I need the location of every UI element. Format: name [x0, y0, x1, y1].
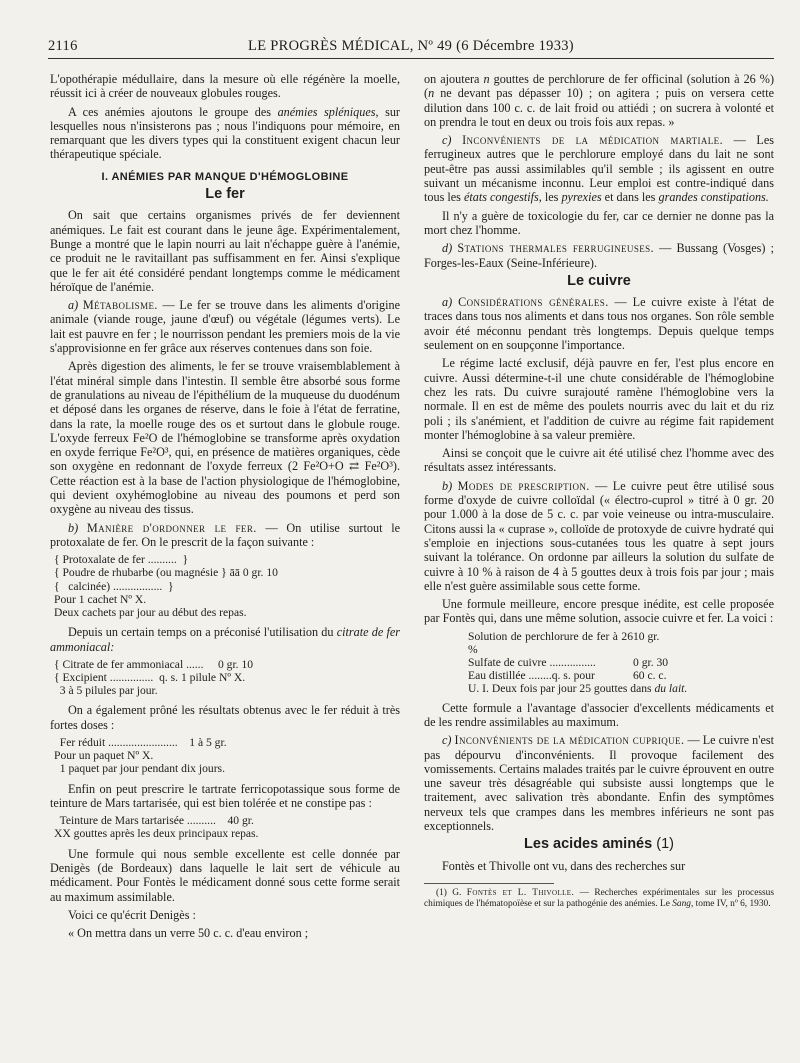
paragraph: On sait que certains organismes privés de fer deviennent anémiques. Le fait est courant dans le jeune âge. Expérimentalement, Bunge a montré que le lapin nourri au lait n'échappe guère à l'anémie, ce produit ne le ravitaillant pas suffisamment en fer. Ainsi s'explique que le fer ait été considéré pendant longtemps comme le médicament héroïque de l'anémie.	[50, 208, 400, 294]
paragraph: Une formule qui nous semble excellente est celle donnée par Denigès (de Bordeaux) dans laquelle le lait sert de véhicule au médicament. Pour Fontès le médicament donné sous cette forme serait au maximum assimilable.	[50, 846, 400, 904]
paragraph: Après digestion des aliments, le fer se trouve vraisemblablement à l'état minéral simple dans l'intestin. Il semble être absorbé sous forme de granulations au niveau de l'épithélium de la muqueuse du duodénum et déposé dans les organes de réserve, dans le foie à l'état de ferratine, dans la rate, la moelle rouge des os et surtout dans le globule rouge. L'oxyde ferreux Fe²O de l'hémoglobine se transforme après oxydation en oxyde ferrique Fe²O³, qui, en présence de matières organiques, cède son oxygène en redonnant de l'oxyde ferreux (2 Fe²O+O ⇄ Fe²O³). Cette réaction est à la base de l'action physiologique de l'hémoglobine, qui devient oxyhémoglobine au niveau des poumons et perd son oxygène au niveau des tissus.	[50, 359, 400, 517]
right-column	[424, 72, 774, 910]
paragraph: « On mettra dans un verre 50 c. c. d'eau environ ;	[68, 926, 309, 941]
prescription-teinture: Teinture de Mars tartarisée .......... 40 gr. XX gouttes après les deux principaux repas.	[54, 814, 259, 841]
paragraph-inconvenients-cuprique: c) Inconvénients de la médication cuprique. — Le cuivre n'est pas dépourvu d'inconvénients. Il provoque facilement des vomissements. Certains malades traités par le cuivre éprouvent en outre une saveur très désagréable qui subsiste aussi longtemps que le traitement, avec salivation très abondante. Enfin des symptômes nerveux tels que crampes dans les membres inférieurs ne sont pas exceptionnels.	[424, 733, 774, 834]
paragraph-maniere: b) Manière d'ordonner le fer. — On utilise surtout le protoxalate de fer. On le prescrit de la façon suivante :	[50, 520, 401, 549]
paragraph: Ainsi se conçoit que le cuivre ait été utilisé chez l'homme avec des résultats assez intéressants.	[424, 446, 774, 475]
paragraph-considerations: a) Considérations générales. — Le cuivre existe à l'état de traces dans tous nos aliments et dans tous nos organes. Son rôle semble avoir été méconnu pendant très longtemps. Depuis quelque temps seulement on en soupçonne l'importance.	[424, 295, 774, 353]
running-header	[48, 36, 774, 59]
prescription-fer-reduit: Fer réduit ........................ 1 à 5 gr. Pour un paquet Nº X. 1 paquet par jour pendant dix jours.	[54, 736, 227, 776]
paragraph-inconvenients-martiale: c) Inconvénients de la médication martiale. — Les ferrugineux autres que le perchlorure employé dans du lait ne sont peut-être pas aussi assimilables qu'il semble ; ils agissent en outre suivant un mécanisme inconnu. Leur emploi est contre-indiqué dans tous les états congestifs, les pyrexies et dans les grandes constipations.	[424, 133, 774, 205]
paragraph: Depuis un certain temps on a préconisé l'utilisation du citrate de fer ammoniacal:	[50, 625, 401, 654]
paragraph: Enfin on peut prescrire le tartrate ferricopotassique sous forme de teinture de Mars tartarisée, qui est bien tolérée et ne constipe pas :	[50, 781, 400, 810]
paragraph: Une formule meilleure, encore presque inédite, est celle proposée par Fontès qui, dans une même solution, associe cuivre et fer. La voici :	[424, 597, 774, 626]
paragraph: Le régime lacté exclusif, déjà pauvre en fer, l'est plus encore en cuivre. Aussi détermine-t-il une chute considérable de l'hémoglobine chez les rats. Du cuivre surajouté ramène l'hémoglobine vers la normale. Il en est de même des poulets nourris avec du lait et du riz poli ; ils s'anémient, et l'addition de cuivre au régime fait rapidement monter l'hémoglobine à sa valeur première.	[424, 356, 774, 442]
paragraph-metabolisme: a) Métabolisme. — Le fer se trouve dans les aliments d'origine animale (viande rouge, jaune d'œuf) ou végétale (légumes verts). Le lait est pauvre en fer ; le nourrisson pendant les premiers mois de la vie s'approvisionne en fer grâce aux réserves contenues dans son foie.	[50, 298, 400, 356]
footnote-divider	[424, 883, 554, 884]
prescription-row: Solution de perchlorure de fer à 26 % 10 gr.	[468, 629, 660, 656]
footnote: (1) G. Fontès et L. Thivolle. — Recherches expérimentales sur les processus chimiques de l'hématopoïèse et sur la pathogénie des anémies. Le Sang, tome IV, nº 6, 1930.	[424, 887, 774, 909]
prescription-fontes	[468, 630, 774, 695]
paragraph: Il n'y a guère de toxicologie du fer, car ce dernier ne donne pas la mort chez l'homme.	[424, 208, 774, 237]
paragraph: Cette formule a l'avantage d'associer d'excellents médicaments et de les rendre assimilables au maximum.	[424, 700, 774, 729]
prescription-row: Eau distillée ........q. s. pour 60 c. c.	[468, 668, 667, 682]
paragraph: on ajoutera n gouttes de perchlorure de fer officinal (solution à 26 %) (n ne devant pas dépasser 10) ; on agitera ; puis on versera cette dilution dans 100 c. c. de lait froid ou attiédi ; on sucrera à volonté et on prendra le tout en deux ou trois fois aux repas. »	[424, 72, 775, 129]
prescription-usage: U. I. Deux fois par jour 25 gouttes dans du lait.	[468, 681, 688, 695]
left-column	[50, 72, 400, 944]
prescription-citrate: { Citrate de fer ammoniacal ...... 0 gr. 10 { Excipient ............... q. s. 1 pilule Nº X. 3 à 5 pilules par jour.	[54, 657, 254, 698]
paragraph: Voici ce qu'écrit Denigès :	[68, 907, 196, 922]
prescription-protoxalate: { Protoxalate de fer .......... } { Poudre de rhubarbe (ou magnésie } āā 0 gr. 10 { calcinée) ................. } Pour 1 cachet Nº X. Deux cachets par jour au début des repas.	[54, 553, 278, 620]
paragraph-modes: b) Modes de prescription. — Le cuivre peut être utilisé sous forme d'oxyde de cuivre colloïdal (« électro-cuprol » titré à 0 gr. 20 pour 1.000 à la dose de 5 c. c. par voie veineuse ou intra-musculaire. Citons aussi la « cuprase », colloïde de protoxyde de cuivre hydraté qui s'emploie en injections sous-cutanées tous les quatre à sept jours suivant la tolérance. On ordonne par ailleurs la solution du sulfate de cuivre à 10 % à raison de 4 à 5 gouttes deux à trois fois par jour ; mais elle n'est guère assimilable sous cette forme.	[424, 478, 775, 593]
paragraph: On a également prôné les résultats obtenus avec le fer réduit à très fortes doses :	[50, 703, 400, 732]
subsection-title-acides-amines: Les acides aminés (1)	[524, 836, 674, 853]
paragraph: L'opothérapie médullaire, dans la mesure où elle régénère la moelle, réussit ici à créer de nouveaux globules rouges.	[50, 72, 400, 101]
paragraph: Fontès et Thivolle ont vu, dans des recherches sur	[442, 858, 686, 873]
running-title: LE PROGRÈS MÉDICAL, Nº 49 (6 Décembre 1933)	[248, 38, 574, 54]
page-number: 2116	[48, 38, 78, 54]
section-heading: I. ANÉMIES PAR MANQUE D'HÉMOGLOBINE	[101, 170, 349, 183]
paragraph-stations: d) Stations thermales ferrugineuses. — Bussang (Vosges) ; Forges-les-Eaux (Seine-Inférieure).	[424, 241, 775, 270]
subsection-title-fer: Le fer	[205, 186, 245, 203]
subsection-title-cuivre: Le cuivre	[567, 272, 631, 289]
prescription-row: Sulfate de cuivre ................ 0 gr. 30	[468, 655, 669, 669]
paragraph: A ces anémies ajoutons le groupe des anémies spléniques, sur lesquelles nous n'insisterons pas ; nous l'indiquons pour mémoire, en remarquant que les divers types qui la constituent exigent chacun leur thérapeutique spéciale.	[50, 104, 400, 162]
